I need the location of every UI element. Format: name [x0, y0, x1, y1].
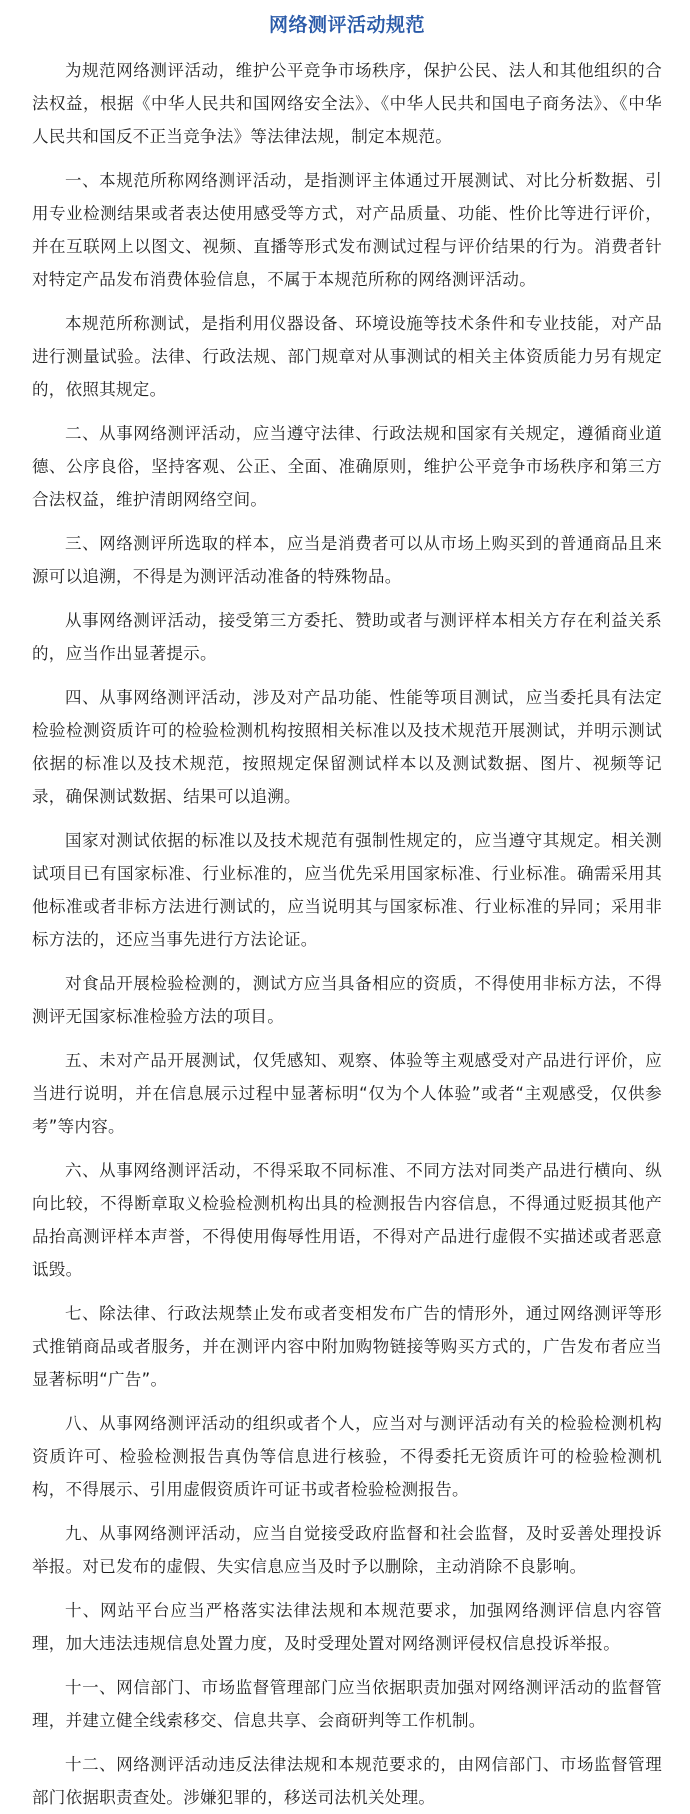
- paragraph-article-3-disclosure: 从事网络测评活动，接受第三方委托、赞助或者与测评样本相关方存在利益关系的，应当作出显著提示。: [32, 611, 662, 663]
- paragraph-article-6: 六、从事网络测评活动，不得采取不同标准、不同方法对同类产品进行横向、纵向比较，不得断章取义检验检测机构出具的检测报告内容信息，不得通过贬损其他产品抬高测评样本声誉，不得使用侮辱性用语，不得对产品进行虚假不实描述或者恶意诋毁。: [32, 1161, 662, 1279]
- paragraph-article-4-standards: 国家对测试依据的标准以及技术规范有强制性规定的，应当遵守其规定。相关测试项目已有国家标准、行业标准的，应当优先采用国家标准、行业标准。确需采用其他标准或者非标方法进行测试的，应当说明其与国家标准、行业标准的异同；采用非标方法的，还应当事先进行方法论证。: [32, 831, 662, 949]
- paragraph-article-3: 三、网络测评所选取的样本，应当是消费者可以从市场上购买到的普通商品且来源可以追溯，不得是为测评活动准备的特殊物品。: [32, 534, 662, 586]
- document-body: [32, 54, 662, 1814]
- document-title: 网络测评活动规范: [268, 14, 425, 36]
- paragraph-article-4-food: 对食品开展检验检测的，测试方应当具备相应的资质，不得使用非标方法，不得测评无国家标准检验方法的项目。: [32, 974, 662, 1026]
- paragraph-article-2: 二、从事网络测评活动，应当遵守法律、行政法规和国家有关规定，遵循商业道德、公序良俗，坚持客观、公正、全面、准确原则，维护公平竞争市场秩序和第三方合法权益，维护清朗网络空间。: [32, 424, 662, 509]
- paragraph-article-5: 五、未对产品开展测试，仅凭感知、观察、体验等主观感受对产品进行评价，应当进行说明，并在信息展示过程中显著标明“仅为个人体验”或者“主观感受，仅供参考”等内容。: [32, 1051, 662, 1136]
- paragraph-article-4: 四、从事网络测评活动，涉及对产品功能、性能等项目测试，应当委托具有法定检验检测资质许可的检验检测机构按照相关标准以及技术规范开展测试，并明示测试依据的标准以及技术规范，按照规定保留测试样本以及测试数据、图片、视频等记录，确保测试数据、结果可以追溯。: [32, 688, 662, 806]
- paragraph-article-8: 八、从事网络测评活动的组织或者个人，应当对与测评活动有关的检验检测机构资质许可、检验检测报告真伪等信息进行核验，不得委托无资质许可的检验检测机构，不得展示、引用虚假资质许可证书或者检验检测报告。: [32, 1414, 662, 1499]
- paragraph-preamble: 为规范网络测评活动，维护公平竞争市场秩序，保护公民、法人和其他组织的合法权益，根据《中华人民共和国网络安全法》、《中华人民共和国电子商务法》、《中华人民共和国反不正当竞争法》等法律法规，制定本规范。: [32, 61, 662, 146]
- paragraph-article-10: 十、网站平台应当严格落实法律法规和本规范要求，加强网络测评信息内容管理，加大违法违规信息处置力度，及时受理处置对网络测评侵权信息投诉举报。: [32, 1601, 662, 1653]
- paragraph-article-7: 七、除法律、行政法规禁止发布或者变相发布广告的情形外，通过网络测评等形式推销商品或者服务，并在测评内容中附加购物链接等购买方式的，广告发布者应当显著标明“广告”。: [32, 1304, 662, 1389]
- paragraph-article-12: 十二、网络测评活动违反法律法规和本规范要求的，由网信部门、市场监督管理部门依据职责查处。涉嫌犯罪的，移送司法机关处理。: [32, 1755, 662, 1807]
- paragraph-article-1-testing: 本规范所称测试，是指利用仪器设备、环境设施等技术条件和专业技能，对产品进行测量试验。法律、行政法规、部门规章对从事测试的相关主体资质能力另有规定的，依照其规定。: [32, 314, 662, 399]
- paragraph-article-11: 十一、网信部门、市场监督管理部门应当依据职责加强对网络测评活动的监督管理，并建立健全线索移交、信息共享、会商研判等工作机制。: [32, 1678, 662, 1730]
- paragraph-article-1: 一、本规范所称网络测评活动，是指测评主体通过开展测试、对比分析数据、引用专业检测结果或者表达使用感受等方式，对产品质量、功能、性价比等进行评价，并在互联网上以图文、视频、直播等形式发布测试过程与评价结果的行为。消费者针对特定产品发布消费体验信息，不属于本规范所称的网络测评活动。: [32, 171, 662, 289]
- paragraph-article-9: 九、从事网络测评活动，应当自觉接受政府监督和社会监督，及时妥善处理投诉举报。对已发布的虚假、失实信息应当及时予以删除，主动消除不良影响。: [32, 1524, 662, 1576]
